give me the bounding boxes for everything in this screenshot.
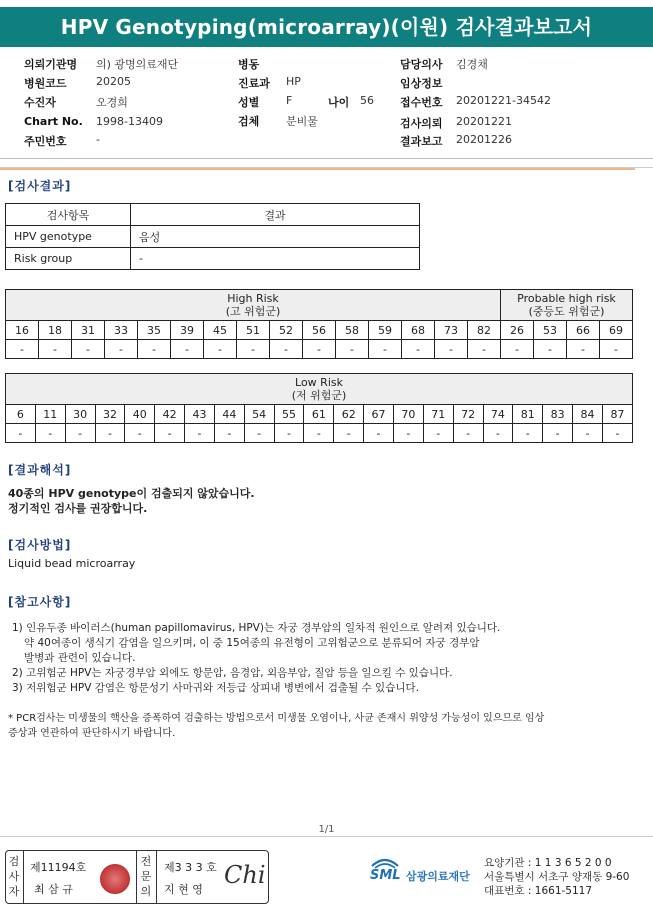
reference-line: 3) 저위험군 HPV 감염은 항문성기 사마귀와 저등급 상피내 병변에서 검출될 수 있습니다. xyxy=(12,682,419,694)
receipt-label: 접수번호 xyxy=(400,96,443,109)
genotype-result-cell: - xyxy=(237,340,270,359)
genotype-result-cell: - xyxy=(214,424,244,443)
genotype-result-cell: - xyxy=(567,340,600,359)
clinical-label: 임상정보 xyxy=(400,77,443,90)
result-item: Risk group xyxy=(6,248,131,270)
genotype-result-cell: - xyxy=(534,340,567,359)
reference-line: 1) 인유두종 바이러스(human papillomavirus, HPV)는 자궁 경부암의 일차적 원인으로 알려져 있습니다. xyxy=(12,622,501,634)
table-row xyxy=(6,405,633,424)
interpretation-line: 40종의 HPV genotype이 검출되지 않았습니다. xyxy=(8,487,255,500)
genotype-cell: 81 xyxy=(513,405,543,424)
probable-high-risk-group-header xyxy=(501,290,633,321)
dept-label: 진료과 xyxy=(238,77,270,90)
genotype-cell: 61 xyxy=(304,405,334,424)
chart-label: Chart No. xyxy=(24,115,83,128)
genotype-result-cell: - xyxy=(453,424,483,443)
genotype-cell: 30 xyxy=(65,405,95,424)
genotype-cell: 54 xyxy=(244,405,274,424)
high-risk-subtitle: (고 위험군) xyxy=(225,305,281,318)
genotype-cell: 11 xyxy=(35,405,65,424)
resident-value: - xyxy=(96,133,100,146)
org-code: 요양기관 : 1 1 3 6 5 2 0 0 xyxy=(484,857,612,869)
high-risk-title: High Risk xyxy=(227,292,279,305)
dept-value: HP xyxy=(286,75,301,88)
high-risk-group-header xyxy=(6,290,501,321)
genotype-result-cell: - xyxy=(105,340,138,359)
result-value: - xyxy=(131,248,420,270)
method-heading: [검사방법] xyxy=(8,538,72,552)
footer-divider xyxy=(0,836,653,837)
pcr-note xyxy=(8,711,638,741)
specialist-label: 전문의 xyxy=(140,855,152,898)
genotype-result-cell: - xyxy=(483,424,513,443)
genotype-cell: 73 xyxy=(435,321,468,340)
sex-value: F xyxy=(286,94,293,107)
genotype-result-cell: - xyxy=(364,424,394,443)
genotype-result-cell: - xyxy=(602,424,632,443)
low-risk-title: Low Risk xyxy=(295,376,343,389)
genotype-result-cell: - xyxy=(204,340,237,359)
genotype-cell: 52 xyxy=(270,321,303,340)
genotype-result-cell: - xyxy=(468,340,501,359)
request-value: 20201221 xyxy=(456,115,512,128)
genotype-result-cell: - xyxy=(138,340,171,359)
probable-high-risk-subtitle: (중등도 위험군) xyxy=(528,305,605,318)
genotype-cell: 82 xyxy=(468,321,501,340)
reference-line: 약 40여종이 생식기 감염을 일으키며, 이 중 15여종의 유전형이 고위험군으로 분류되어 자궁 경부암 xyxy=(24,637,480,649)
genotype-result-cell: - xyxy=(423,424,453,443)
genotype-cell: 84 xyxy=(573,405,603,424)
org-address: 서울특별시 서초구 양재동 9-60 xyxy=(484,871,630,883)
sml-logo-mark: SML xyxy=(370,868,401,883)
result-header-result: 결과 xyxy=(131,204,420,226)
probable-high-risk-title: Probable high risk xyxy=(517,292,616,305)
genotype-result-cell: - xyxy=(336,340,369,359)
specimen-value: 분비물 xyxy=(286,115,318,128)
page-number: 1/1 xyxy=(318,824,335,835)
genotype-cell: 26 xyxy=(501,321,534,340)
genotype-cell: 59 xyxy=(369,321,402,340)
genotype-cell: 51 xyxy=(237,321,270,340)
request-label: 검사의뢰 xyxy=(400,117,443,130)
official-seal-icon xyxy=(100,864,130,894)
chart-value: 1998-13409 xyxy=(96,115,163,128)
sml-logo-icon xyxy=(366,856,404,892)
specialist-signature: Chi xyxy=(224,861,266,889)
genotype-cell: 56 xyxy=(303,321,336,340)
age-value: 56 xyxy=(360,94,374,107)
header-separator xyxy=(0,158,653,168)
genotype-result-cell: - xyxy=(6,340,39,359)
genotype-cell: 69 xyxy=(600,321,633,340)
genotype-cell: 31 xyxy=(72,321,105,340)
table-row xyxy=(6,340,633,359)
genotype-result-cell: - xyxy=(600,340,633,359)
genotype-cell: 53 xyxy=(534,321,567,340)
genotype-cell: 16 xyxy=(6,321,39,340)
interpretation-heading: [결과해석] xyxy=(8,463,72,477)
genotype-result-cell: - xyxy=(95,424,125,443)
genotype-cell: 42 xyxy=(155,405,185,424)
genotype-cell: 18 xyxy=(39,321,72,340)
note-line: 증상과 연관하여 판단하시기 바랍니다. xyxy=(8,728,176,739)
hospital-code-label: 병원코드 xyxy=(24,77,67,90)
genotype-cell: 72 xyxy=(453,405,483,424)
genotype-result-cell: - xyxy=(6,424,36,443)
table-row xyxy=(6,226,420,248)
low-risk-table xyxy=(5,373,633,443)
institution-value: 의) 광명의료재단 xyxy=(96,58,179,71)
genotype-cell: 66 xyxy=(567,321,600,340)
note-line: * PCR검사는 미생물의 핵산을 증폭하여 검출하는 방법으로서 미생물 오염이나, 사균 존재시 위양성 가능성이 있으므로 임상 xyxy=(8,713,545,724)
genotype-result-cell: - xyxy=(573,424,603,443)
institution-label: 의뢰기관명 xyxy=(24,58,78,71)
sign-divider xyxy=(136,851,137,903)
org-info xyxy=(484,856,629,898)
genotype-result-cell: - xyxy=(72,340,105,359)
patient-info xyxy=(0,56,653,156)
genotype-cell: 67 xyxy=(364,405,394,424)
genotype-result-cell: - xyxy=(39,340,72,359)
genotype-cell: 43 xyxy=(185,405,215,424)
result-value: 음성 xyxy=(131,226,420,248)
receipt-value: 20201221-34542 xyxy=(456,94,551,107)
genotype-cell: 62 xyxy=(334,405,364,424)
genotype-result-cell: - xyxy=(501,340,534,359)
genotype-cell: 40 xyxy=(125,405,155,424)
results-heading: [검사결과] xyxy=(8,179,72,193)
age-label: 나이 xyxy=(328,96,350,109)
genotype-cell: 39 xyxy=(171,321,204,340)
genotype-result-cell: - xyxy=(543,424,573,443)
accent-line xyxy=(0,168,635,170)
examiner-license: 제11194호 xyxy=(30,861,87,874)
foundation-name: 삼광의료재단 xyxy=(406,870,470,883)
table-row xyxy=(6,248,420,270)
genotype-result-cell: - xyxy=(334,424,364,443)
ward-label: 병동 xyxy=(238,58,260,71)
high-risk-table xyxy=(5,289,633,359)
genotype-cell: 68 xyxy=(402,321,435,340)
genotype-cell: 44 xyxy=(214,405,244,424)
examiner-label: 검사자 xyxy=(8,855,20,898)
genotype-result-cell: - xyxy=(402,340,435,359)
genotype-result-cell: - xyxy=(274,424,304,443)
genotype-result-cell: - xyxy=(244,424,274,443)
genotype-cell: 35 xyxy=(138,321,171,340)
patient-label: 수진자 xyxy=(24,96,56,109)
sex-label: 성별 xyxy=(238,96,260,109)
genotype-cell: 33 xyxy=(105,321,138,340)
genotype-result-cell: - xyxy=(303,340,336,359)
specialist-license: 제3 3 3 호 xyxy=(164,861,217,874)
signature-box xyxy=(5,850,269,904)
method-text: Liquid bead microarray xyxy=(8,557,136,570)
report-date-label: 결과보고 xyxy=(400,135,443,148)
genotype-result-cell: - xyxy=(65,424,95,443)
table-row xyxy=(6,321,633,340)
low-risk-subtitle: (저 위험군) xyxy=(291,389,347,402)
doctor-label: 담당의사 xyxy=(400,58,443,71)
genotype-cell: 70 xyxy=(393,405,423,424)
hospital-code-value: 20205 xyxy=(96,75,131,88)
genotype-cell: 71 xyxy=(423,405,453,424)
specimen-label: 검체 xyxy=(238,115,260,128)
genotype-cell: 32 xyxy=(95,405,125,424)
org-phone: 대표번호 : 1661-5117 xyxy=(484,885,593,897)
genotype-result-cell: - xyxy=(155,424,185,443)
genotype-result-cell: - xyxy=(393,424,423,443)
doctor-value: 김경채 xyxy=(456,58,488,71)
reference-line: 발병과 관련이 있습니다. xyxy=(24,652,136,664)
genotype-result-cell: - xyxy=(270,340,303,359)
report-date-value: 20201226 xyxy=(456,133,512,146)
interpretation-line: 정기적인 검사를 권장합니다. xyxy=(8,502,148,515)
genotype-cell: 87 xyxy=(602,405,632,424)
reference-line: 2) 고위험군 HPV는 자궁경부암 외에도 항문암, 음경암, 외음부암, 질암 등을 일으킬 수 있습니다. xyxy=(12,667,453,679)
patient-value: 오경희 xyxy=(96,96,128,109)
genotype-result-cell: - xyxy=(35,424,65,443)
genotype-result-cell: - xyxy=(125,424,155,443)
report-title: HPV Genotyping(microarray)(이원) 검사결과보고서 xyxy=(0,7,653,47)
genotype-cell: 55 xyxy=(274,405,304,424)
interpretation-text xyxy=(8,486,255,516)
genotype-cell: 58 xyxy=(336,321,369,340)
resident-label: 주민번호 xyxy=(24,135,67,148)
table-row xyxy=(6,424,633,443)
genotype-result-cell: - xyxy=(369,340,402,359)
genotype-cell: 74 xyxy=(483,405,513,424)
references-heading: [참고사항] xyxy=(8,595,72,609)
genotype-result-cell: - xyxy=(304,424,334,443)
result-item: HPV genotype xyxy=(6,226,131,248)
genotype-result-cell: - xyxy=(171,340,204,359)
genotype-result-cell: - xyxy=(435,340,468,359)
result-table xyxy=(5,203,420,270)
genotype-cell: 83 xyxy=(543,405,573,424)
references-list xyxy=(12,621,642,696)
sml-logo xyxy=(366,856,478,892)
low-risk-group-header xyxy=(6,374,633,405)
sign-divider xyxy=(156,851,157,903)
result-header-item: 검사항목 xyxy=(6,204,131,226)
genotype-cell: 6 xyxy=(6,405,36,424)
genotype-result-cell: - xyxy=(185,424,215,443)
sign-divider xyxy=(23,851,24,903)
genotype-cell: 45 xyxy=(204,321,237,340)
examiner-name: 최 삼 규 xyxy=(34,883,73,896)
specialist-name: 지 현 영 xyxy=(164,883,203,896)
genotype-result-cell: - xyxy=(513,424,543,443)
